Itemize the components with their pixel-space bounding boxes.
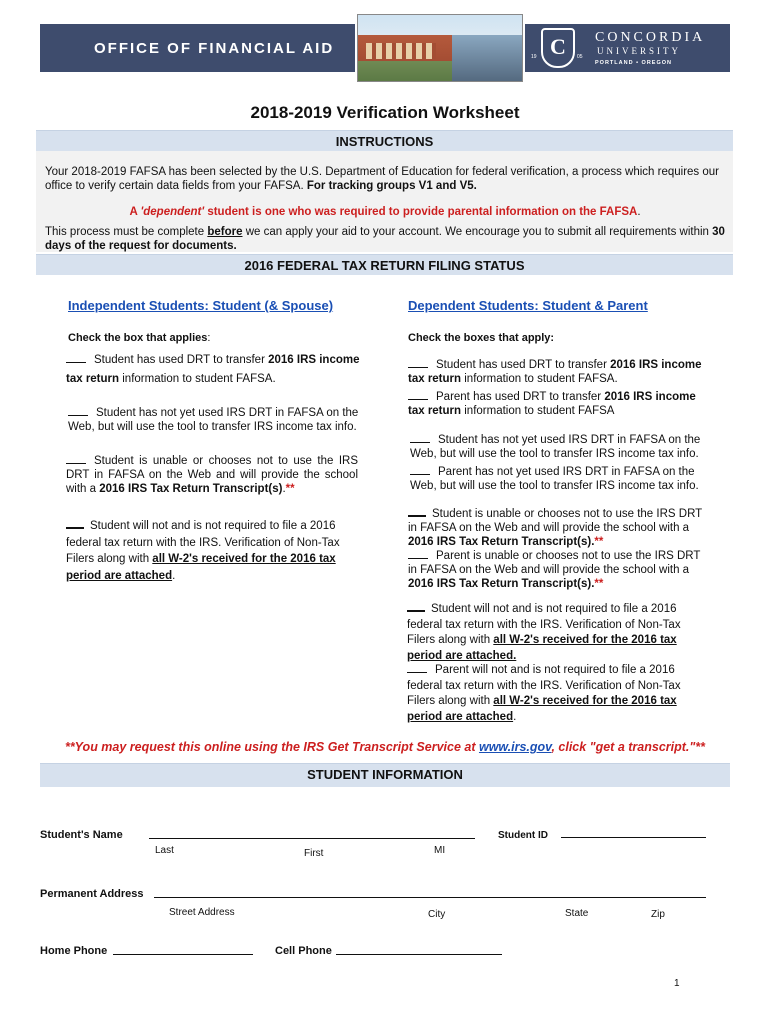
home-phone-label: Home Phone <box>40 945 108 957</box>
checkbox-blank[interactable] <box>407 664 427 673</box>
dependent-heading: Dependent Students: Student & Parent <box>408 298 648 313</box>
street-label: Street Address <box>169 907 235 918</box>
student-info-heading: STUDENT INFORMATION <box>40 763 730 787</box>
shield-icon: C 19 05 <box>541 28 575 68</box>
dependent-option-3[interactable]: Student has not yet used IRS DRT in FAFSA on the Web, but will use the tool to transfer IRS income tax info. <box>410 434 701 460</box>
office-banner <box>40 24 355 72</box>
independent-option-3[interactable]: Student is unable or chooses not to use the IRS DRT in FAFSA on the Web and will provide the school with a 2016 IRS Tax Return Transcript(s).** <box>66 455 358 495</box>
dependent-option-2[interactable]: Parent has used DRT to transfer 2016 IRS income tax return information to student FAFSA <box>408 391 696 417</box>
filing-status-heading: 2016 FEDERAL TAX RETURN FILING STATUS <box>36 254 733 275</box>
dependent-option-8[interactable]: Parent will not and is not required to file a 2016 federal tax return with the IRS. Verification of Non-Tax Filers along with all W-2's received for the 2016 tax period are attached. <box>407 664 681 723</box>
home-phone-field[interactable] <box>113 954 253 955</box>
last-label: Last <box>155 845 174 856</box>
university-name: CONCORDIA <box>595 30 706 45</box>
independent-option-1[interactable]: Student has used DRT to transfer 2016 IRS income tax return information to student FAFSA. <box>66 354 360 385</box>
permanent-address-field[interactable] <box>154 897 706 898</box>
university-sub: UNIVERSITY <box>597 46 681 56</box>
state-label: State <box>565 908 589 919</box>
checkbox-blank[interactable] <box>410 434 430 443</box>
checkbox-blank[interactable] <box>66 354 86 363</box>
checkbox-blank[interactable] <box>408 359 428 368</box>
dependent-option-6[interactable]: Parent is unable or chooses not to use the IRS DRT in FAFSA on the Web and will provide the school with a 2016 IRS Tax Return Transcript(s).** <box>408 550 701 590</box>
page-number: 1 <box>674 978 680 989</box>
zip-label: Zip <box>651 909 665 920</box>
mi-label: MI <box>434 845 446 856</box>
student-id-label: Student ID <box>498 830 548 841</box>
checkbox-blank[interactable] <box>408 508 426 517</box>
dependent-definition: A 'dependent' student is one who was required to provide parental information on the FAFSA. <box>129 206 641 218</box>
dependent-option-1[interactable]: Student has used DRT to transfer 2016 IRS income tax return information to student FAFSA. <box>408 359 702 385</box>
instructions-para2: This process must be complete before we can apply your aid to your account. We encourage you to submit all requirements within 30 days of the request for documents. <box>45 226 725 252</box>
instructions-heading: INSTRUCTIONS <box>36 130 733 151</box>
independent-check-label: Check the box that applies: <box>68 332 211 344</box>
instructions-para1: Your 2018-2019 FAFSA has been selected by the U.S. Department of Education for federal verification, a process which requires our office to verify certain data fields from your FAFSA. For tracking groups V1 and V5. <box>45 166 719 192</box>
dependent-check-label: Check the boxes that apply: <box>408 332 555 344</box>
checkbox-blank[interactable] <box>66 520 84 529</box>
checkbox-blank[interactable] <box>66 455 86 464</box>
university-location: PORTLAND • OREGON <box>595 60 672 66</box>
cell-phone-label: Cell Phone <box>275 945 332 957</box>
dependent-option-5[interactable]: Student is unable or chooses not to use the IRS DRT in FAFSA on the Web and will provide the school with a 2016 IRS Tax Return Transcript(s).** <box>408 508 702 548</box>
cell-phone-field[interactable] <box>336 954 502 955</box>
permanent-address-label: Permanent Address <box>40 888 144 900</box>
independent-option-4[interactable]: Student will not and is not required to file a 2016 federal tax return with the IRS. Verification of Non-Tax Filers along with all W-2's received for the 2016 tax period are attached. <box>66 520 340 582</box>
checkbox-blank[interactable] <box>408 391 428 400</box>
university-logo <box>525 24 730 72</box>
city-label: City <box>428 909 446 920</box>
independent-heading: Independent Students: Student (& Spouse) <box>68 298 334 313</box>
independent-option-2[interactable]: Student has not yet used IRS DRT in FAFSA on the Web, but will use the tool to transfer IRS income tax info. <box>68 407 359 433</box>
dependent-option-7[interactable]: Student will not and is not required to file a 2016 federal tax return with the IRS. Verification of Non-Tax Filers along with all W-2's received for the 2016 tax period are attached. <box>407 603 681 662</box>
irs-transcript-note: **You may request this online using the IRS Get Transcript Service at www.irs.gov, click "get a transcript."** <box>64 740 706 754</box>
student-id-field[interactable] <box>561 837 706 838</box>
checkbox-blank[interactable] <box>407 603 425 612</box>
page-title: 2018-2019 Verification Worksheet <box>250 103 520 122</box>
campus-photo <box>357 14 523 82</box>
checkbox-blank[interactable] <box>410 466 430 475</box>
student-name-field[interactable] <box>149 838 475 839</box>
checkbox-blank[interactable] <box>68 407 88 416</box>
first-label: First <box>304 848 324 859</box>
irs-link[interactable]: www.irs.gov <box>478 740 552 754</box>
student-name-label: Student's Name <box>40 829 123 841</box>
checkbox-blank[interactable] <box>408 550 428 559</box>
office-label: OFFICE OF FINANCIAL AID <box>94 40 335 57</box>
dependent-option-4[interactable]: Parent has not yet used IRS DRT in FAFSA on the Web, but will use the tool to transfer IRS income tax info. <box>410 466 699 492</box>
